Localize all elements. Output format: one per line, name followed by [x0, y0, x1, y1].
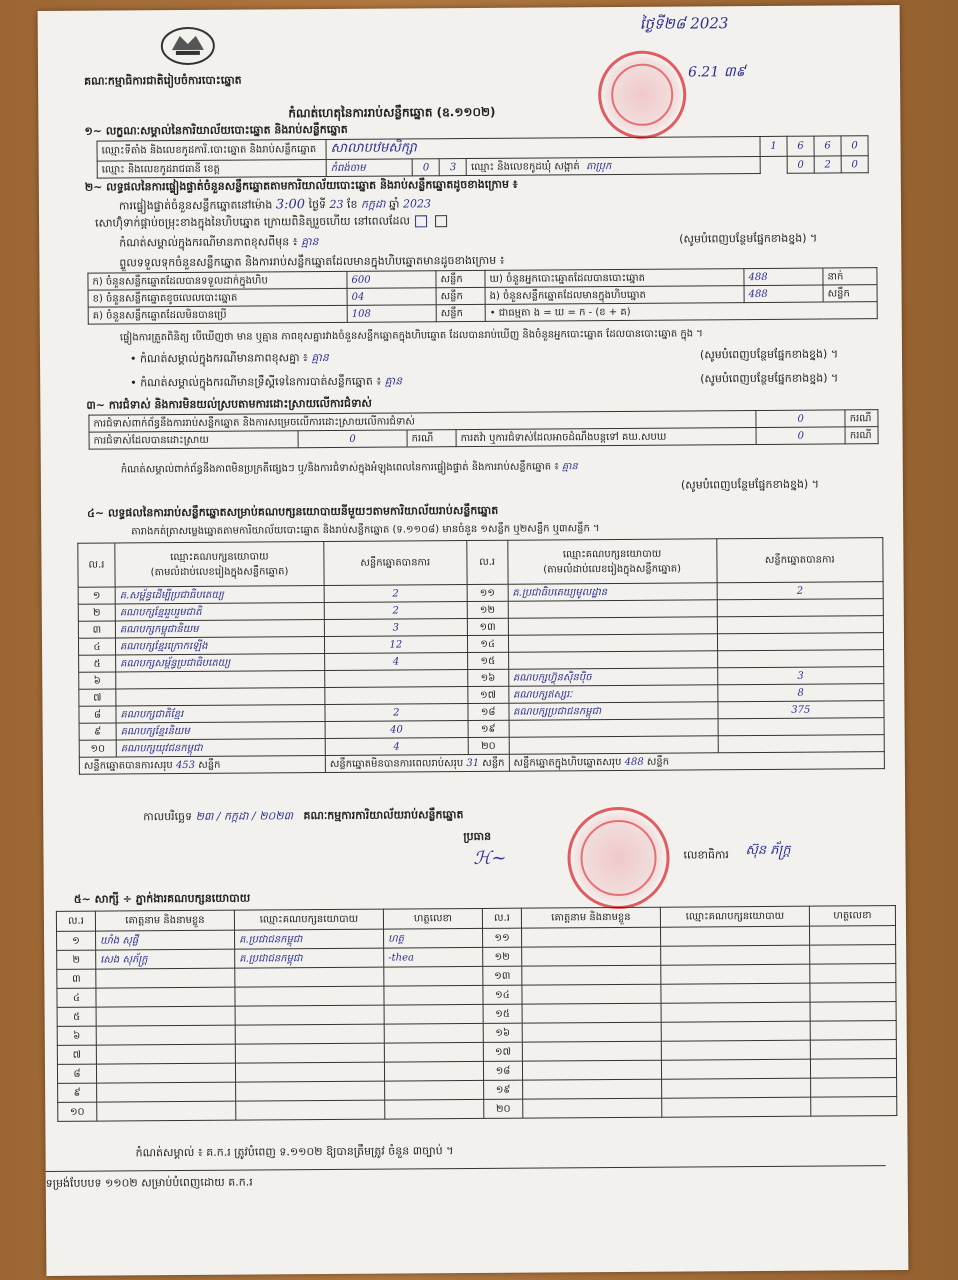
form-code-line: ទម្រង់បែបបទ ១១០២ សម្រាប់បំពេញដោយ គ.ក.រ [45, 1175, 253, 1190]
commune-code-digit: 0 [787, 156, 814, 173]
org-name: គណៈកម្មាធិការជាតិរៀបចំការបោះឆ្នោត [84, 73, 242, 88]
emblem-logo [158, 24, 218, 68]
note2-end: (សូមបំពេញបន្ថែមផ្នែកខាងខ្នង) ។ [700, 371, 839, 386]
province-label: ឈ្មោះ និងលេខកូដរាជធានី ខេត្ត [97, 160, 326, 179]
form-title: កំណត់ហេតុនៃការរាប់សន្លឹកឆ្នោត (ឧ.១១០២) [288, 104, 496, 121]
province-code-digit: 3 [440, 159, 467, 176]
difference-note-end: (សូមបំពេញបន្ថែមផ្នែកខាងខ្នង) ។ [679, 231, 818, 246]
footer-divider [46, 1165, 886, 1172]
witness-row: ៩ ១៩ [58, 1078, 897, 1103]
handwritten-date: ថ្ងៃទី២៨ 2023 [639, 14, 729, 33]
province-code-digit: 0 [413, 159, 440, 176]
ballot-count-table [87, 267, 877, 325]
location-code-digit: 1 [760, 136, 787, 156]
section2-title: ២~ លទ្ធផលនៃការផ្ទៀងផ្ទាត់ចំនួនសន្លឹកឆ្នោតតាមការិយាល័យបោះឆ្នោត និងរាប់សន្លឹកឆ្នោតដូចខាងក្រោម ៖ [84, 177, 518, 194]
location-label: ឈ្មោះទីតាំង និងលេខកូដការិ.បោះឆ្នោត និងរាប់សន្លឹកឆ្នោត [97, 140, 326, 162]
commune-code-digit: 0 [841, 156, 868, 173]
province-value: កំពង់ចាម [326, 159, 413, 177]
checkbox-no[interactable] [435, 215, 447, 227]
table-row: ៦ ១៦ គណបក្សហ៊្វុនស៊ិនប៉ិច 3 [79, 667, 884, 690]
table-row: ១០ គណបក្សយុវជនកម្ពុជា 4 ២០ [79, 735, 884, 758]
section1-title: ១~ លក្ខណៈសម្គាល់នៃការិយាល័យបោះឆ្នោត និងរាប់សន្លឹកឆ្នោត [84, 122, 348, 138]
witness-row: ៦ ១៦ [57, 1021, 896, 1046]
ballot-row: ខ) ចំនួនសន្លឹកឆ្នោតខូចលេលបោះឆ្នោត 04 សន្លឹក ង) ចំនួនសន្លឹកឆ្នោតដែលមានក្នុងហិបឆ្នោត 488 សន្លឹក [88, 285, 877, 308]
table-row: ២ គណបក្សខ្មែររួបរួមជាតិ 2 ១២ [78, 599, 883, 622]
witness-row: ២ សេង សុភ័ក្ត្រ គ.ប្រជាជនកម្ពុជា -thea ១២ [57, 945, 896, 970]
seal-check-line: សោហ៊ុំទាក់ផ្កាប់ចម្រុះខាងក្នុងនៃហិបឆ្នោត ក្រោយពិនិត្យរួចហើយ នៅពេលដែល [95, 214, 449, 232]
secretary-label: លេខាធិការ [683, 848, 729, 862]
table-row: ៣ គណបក្សកម្ពុជានិយម 3 ១៣ [78, 616, 883, 639]
commune-code-digit: 2 [814, 156, 841, 173]
official-stamp-top [598, 50, 687, 139]
section5-title: ៥~ សាក្សី ÷ ភ្នាក់ងារគណបក្សនយោបាយ [73, 891, 251, 906]
president-label: ប្រធាន [463, 829, 492, 844]
section3-title: ៣~ ការជំទាស់ និងការមិនយល់ស្របតាមការដោះស្រាយលើការជំទាស់ [86, 396, 372, 412]
verification-time-line: ការផ្ទៀងផ្ទាត់ចំនួនសន្លឹកឆ្នោតនៅម៉ោង 3:00 ថ្ងៃទី 23 ខែ កក្កដា ឆ្នាំ 2023 [118, 197, 431, 213]
table-row: ៩ គណបក្សខ្មែរនិយម 40 ១៩ [79, 718, 884, 741]
witness-row: ១ ឃាំង សុផ្លី គ.ប្រជាជនកម្ពុជា ហត្ថ ១១ [57, 926, 896, 951]
table-row: ៧ ១៧ គណបក្សឥស្សរៈ 8 [79, 684, 884, 707]
handwritten-note: 6.21 ៣៩ [687, 64, 746, 81]
difference-note-line: កំណត់សម្គាល់ក្នុងករណីមានភាពខុសពីមុន ៖ គ្មាន [119, 235, 319, 250]
table-row: ៤ គណបក្សខ្មែរក្រោកឡើង 12 ១៤ [78, 633, 883, 656]
witness-row: ៣ ១៣ [57, 964, 896, 989]
footer-note: កំណត់សម្គាល់ ៖ គ.ក.រ ត្រូវបំពេញ ទ.១១០២ ឱ្យបានត្រឹមត្រូវ ចំនួន ៣ច្បាប់ ។ [135, 1144, 454, 1160]
date-line: កាលបរិច្ឆេទ ២៣ / កក្កដា / ២០២៣ គណៈកម្មការការិយាល័យរាប់សន្លឹកឆ្នោត [143, 808, 464, 824]
checkbox-yes[interactable] [415, 215, 427, 227]
section4-title: ៤~ លទ្ធផលនៃការរាប់សន្លឹកឆ្នោតសម្រាប់គណបក្សនយោបាយនីមួយៗតាមការិយាល័យរាប់សន្លឹកឆ្នោត [87, 503, 499, 520]
witness-row: ៨ ១៨ [57, 1059, 896, 1084]
note1-end: (សូមបំពេញបន្ថែមផ្នែកខាងខ្នង) ។ [699, 347, 839, 362]
witness-row: ៧ ១៧ [57, 1040, 896, 1065]
location-code-digit: 0 [841, 136, 868, 156]
ballot-count-intro: ព្ទួលទទួលទុកចំនួនសន្លឹកឆ្នោត និងការរាប់សន្លឹកឆ្នោតដែលមានក្នុងហិបឆ្នោតមានដូចខាងក្រោម ៖ [119, 253, 505, 270]
ballot-row: គ) ចំនួនសន្លឹកឆ្នោតដែលមិនបានប្រើ 108 សន្លឹក • ជាធម្មតា ង = ឃ = ក - (ខ + គ) [88, 302, 877, 325]
irregularity-note: កំណត់សម្គាល់ពាក់ព័ន្ធនឹងភាពមិនប្រក្រតីផ្សេងៗ ឬ/និងការជំទាស់ក្នុងអំឡុងពេលនៃការផ្ទៀងផ្ទាត់ និងការរាប់សន្លឹកឆ្នោត ៖ គ្មាន [120, 461, 578, 476]
location-value: សាលាបឋមសិក្សា [326, 136, 760, 159]
section4-intro: តារាងកត់ត្រាសម្លេងឆ្នោតតាមការិយាល័យបោះឆ្នោត និងរាប់សន្លឹកឆ្នោត (ទ.១១០៨) មានចំនួន ១សន្លឹក ឬ២សន្លឹក ឬ៣សន្លឹក ។ [131, 523, 600, 538]
table-row: ៥ គណបក្សសម្ព័ន្ធប្រជាធិបតេយ្យ 4 ១៥ [79, 650, 884, 673]
note2: • កំណត់សម្គាល់ក្នុងករណីមានទ្រឹស្តីទេនៃការបាត់សន្លឹកឆ្នោត ៖ គ្មាន [130, 374, 403, 390]
objection-table: ការជំទាស់ពាក់ព័ន្ធនឹងការរាប់សន្លឹកឆ្នោត និងការសម្រេចលើការដោះស្រាយលើការជំទាស់ 0 ករណី ការជំទាស់ដែលបានដោះស្រាយ 0 ករណី ការតវ៉ា ឬការជំទាស់ដែលអាចដំណឹងបន្តទៅ គឃ.សបឃ 0 ករណី [88, 409, 878, 450]
location-code-digit: 6 [787, 136, 814, 156]
witness-row: ១០ ២០ [58, 1097, 897, 1122]
note1: • កំណត់សម្គាល់ក្នុងករណីមានភាពខុសគ្នា ៖ គ្មាន [129, 350, 329, 366]
party-results-table: ល.រ ឈ្មោះគណបក្សនយោបាយ (តាមលំដាប់លេខរៀងក្នុងសន្លឹកឆ្នោត) សន្លឹកឆ្នោតបានការ ល.រ ឈ្មោះគណបក្សនយោបាយ (តាមលំដាប់លេខរៀងក្នុងសន្លឹកឆ្នោត) សន្លឹកឆ្នោតបានការ ១ គ.សម្ព័ន្ធដើម្បីប្រជាធិបតេយ្យ 2 ១១ គ.ប្រជាធិបតេយ្យមូលដ្ឋាន 2 ២ គណបក្សខ្មែររួបរួមជាតិ 2 ១២ ៣ គណបក្សកម្ពុជានិយម 3 ១៣ ៤ គណបក្សខ្មែរក្រោកឡើង 12 ១៤ ៥ គណបក្សសម្ព័ន្ធប្រជាធិបតេយ្យ 4 ១៥ ៦ ១៦ គណបក្សហ៊្វុនស៊ិនប៉ិច 3 ៧ ១៧ គណបក្សឥស្សរៈ 8 ៨ គណបក្សជាតិខ្មែរ 2 ១៨ គណបក្សប្រជាជនកម្ពុជា 375 ៩ គណបក្សខ្មែរនិយម 40 ១៩ ១០ គណបក្សយុវជនកម្ពុជា 4 ២០ សន្លឹកឆ្នោតបានការសរុប 453 សន្លឹក សន្លឹកឆ្នោតមិនបានការពេលរាប់សរុប 31 សន្លឹក សន្លឹកឆ្នោតក្នុងហិបឆ្នោតសរុប 488 សន្លឹក [77, 537, 885, 775]
location-code-digit: 6 [814, 136, 841, 156]
official-stamp-bottom [567, 807, 670, 910]
witness-row: ៤ ១៤ [57, 983, 896, 1008]
president-signature: ℋ~ [473, 847, 507, 870]
difference-check-line: ផ្ទៀងការត្រួតពិនិត្យ បើឃើញថា មាន ឬគ្មាន ភាពខុសគ្នារវាងចំនួនសន្លឹកឆ្នោតក្នុងហិបឆ្នោត ដែលបានរាប់ឃើញ និងចំនួនអ្នកបោះឆ្នោត ដែលបានបោះឆ្នោត ក្នុង ។ [119, 328, 703, 344]
commune-label: ឈ្មោះ និងលេខកូដឃុំ សង្កាត់ តាប្រុក [467, 156, 761, 175]
witness-row: ៥ ១៥ [57, 1002, 896, 1027]
irregularity-note-end: (សូមបំពេញបន្ថែមផ្នែកខាងខ្នង) ។ [680, 477, 820, 492]
table-row: ៨ គណបក្សជាតិខ្មែរ 2 ១៨ គណបក្សប្រជាជនកម្ពុជា 375 [79, 701, 884, 724]
secretary-name: ស៊ុន ភ័ក្ត្រ [745, 842, 791, 859]
table-row: ១ គ.សម្ព័ន្ធដើម្បីប្រជាធិបតេយ្យ 2 ១១ គ.ប្រជាធិបតេយ្យមូលដ្ឋាន 2 [78, 582, 883, 605]
ballot-row: ក) ចំនួនសន្លឹកឆ្នោតដែលបានទទួលដាក់ក្នុងហិប 600 សន្លឹក ឃ) ចំនួនអ្នកបោះឆ្នោតដែលបានបោះឆ្នោត 488 នាក់ [88, 268, 877, 291]
witness-table: ល.រ គោត្តនាម និងនាមខ្លួន ឈ្មោះគណបក្សនយោបាយ ហត្ថលេខា ល.រ គោត្តនាម និងនាមខ្លួន ឈ្មោះគណបក្សនយោបាយ ហត្ថលេខា ១ ឃាំង សុផ្លី គ.ប្រជាជនកម្ពុជា ហត្ថ ១១ ២ សេង សុភ័ក្ត្រ គ.ប្រជាជនកម្ពុជា -thea ១២ ៣ ១៣ ៤ ១៤ ៥ ១៥ ៦ ១៦ ៧ ១៧ ៨ ១៨ ៩ ១៩ ១០ ២០ [56, 905, 897, 1122]
form-sheet [38, 5, 909, 1276]
location-table [97, 135, 869, 178]
totals-row: សន្លឹកឆ្នោតបានការសរុប 453 សន្លឹក សន្លឹកឆ្នោតមិនបានការពេលរាប់សរុប 31 សន្លឹក សន្លឹកឆ្នោតក្នុងហិបឆ្នោតសរុប 488 សន្លឹក [79, 752, 884, 775]
